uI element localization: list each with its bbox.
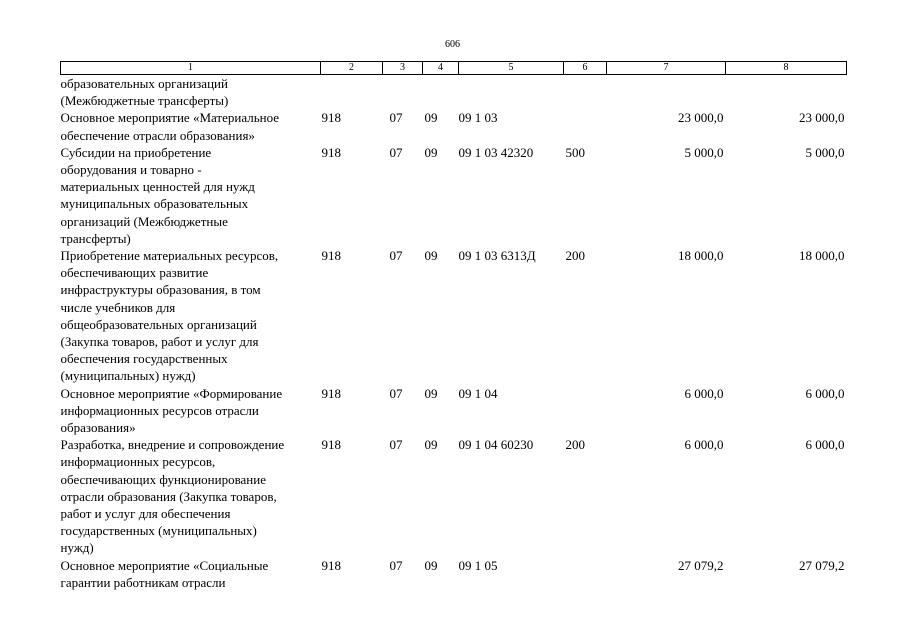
row-amount-col8: 18 000,0 [799, 248, 845, 264]
row-amount-col8: 6 000,0 [805, 385, 845, 401]
row-name: Основное мероприятие «Социальные гарантии работникам отрасли [60, 557, 269, 590]
row-amount-col7: 18 000,0 [678, 248, 724, 264]
row-target-article: 09 1 03 6313Д [458, 248, 536, 264]
column-number-5: 5 [459, 62, 564, 75]
row-grbs-code [321, 75, 383, 110]
column-number-7: 7 [607, 62, 726, 75]
table-row [61, 247, 847, 385]
row-expense-type: 500 [565, 144, 585, 160]
budget-table [60, 61, 847, 591]
row-amount-col8 [726, 75, 847, 110]
column-number-3: 3 [383, 62, 423, 75]
table-row [61, 144, 847, 247]
row-section-code: 07 [389, 385, 403, 401]
row-section-code [383, 75, 423, 110]
row-expense-type [564, 385, 607, 437]
row-amount-col7: 6 000,0 [684, 437, 724, 453]
table-row [61, 557, 847, 591]
row-subsection-code: 09 [424, 437, 438, 453]
row-amount-col8: 5 000,0 [805, 144, 845, 160]
row-amount-col7 [607, 75, 726, 110]
row-grbs-code: 918 [321, 385, 341, 401]
row-section-code: 07 [389, 110, 403, 126]
row-subsection-code: 09 [424, 385, 438, 401]
row-target-article: 09 1 03 [458, 110, 498, 126]
row-subsection-code: 09 [424, 557, 438, 573]
column-number-1: 1 [61, 62, 321, 75]
row-subsection-code: 09 [424, 248, 438, 264]
row-grbs-code: 918 [321, 557, 341, 573]
row-section-code: 07 [389, 144, 403, 160]
column-number-6: 6 [564, 62, 607, 75]
row-grbs-code: 918 [321, 437, 341, 453]
row-grbs-code: 918 [321, 248, 341, 264]
table-row [61, 436, 847, 556]
row-amount-col8: 27 079,2 [799, 557, 845, 573]
row-amount-col7: 23 000,0 [678, 110, 724, 126]
column-number-4: 4 [423, 62, 459, 75]
row-target-article: 09 1 05 [458, 557, 498, 573]
row-amount-col8: 6 000,0 [805, 437, 845, 453]
row-name: Основное мероприятие «Материальное обеспечение отрасли образования» [60, 110, 280, 143]
row-amount-col7: 27 079,2 [678, 557, 724, 573]
row-expense-type [564, 75, 607, 110]
row-name: Разработка, внедрение и сопровождение информационных ресурсов, обеспечивающих функционирование отрасли образования (Закупка товаров, работ и услуг для обеспечения государственных (муниципальных) нужд) [60, 437, 285, 556]
row-target-article: 09 1 03 42320 [458, 144, 534, 160]
row-name: Основное мероприятие «Формирование информационных ресурсов отрасли образования» [60, 385, 283, 436]
row-name: Приобретение материальных ресурсов, обеспечивающих развитие инфраструктуры образования, в том числе учебников для общеобразовательных организаций (Закупка товаров, работ и услуг для обеспечения государственных (муниципальных) нужд) [60, 248, 279, 384]
table-row [61, 109, 847, 143]
row-subsection-code: 09 [424, 144, 438, 160]
row-section-code: 07 [389, 557, 403, 573]
row-grbs-code: 918 [321, 110, 341, 126]
row-amount-col7: 5 000,0 [684, 144, 724, 160]
row-section-code: 07 [389, 437, 403, 453]
row-expense-type [564, 557, 607, 591]
page-number: 606 [445, 39, 460, 50]
row-amount-col8: 23 000,0 [799, 110, 845, 126]
row-expense-type: 200 [565, 248, 585, 264]
row-name: Субсидии на приобретение оборудования и товарно - материальных ценностей для нужд муниципальных образовательных организаций (Межбюджетные трансферты) [60, 144, 255, 246]
row-section-code: 07 [389, 248, 403, 264]
header-row [61, 62, 847, 75]
row-subsection-code: 09 [424, 110, 438, 126]
table-row [61, 75, 847, 110]
table-header [61, 62, 847, 75]
table-row [61, 385, 847, 437]
row-subsection-code [423, 75, 459, 110]
row-grbs-code: 918 [321, 144, 341, 160]
row-expense-type: 200 [565, 437, 585, 453]
row-target-article [459, 75, 564, 110]
row-amount-col7: 6 000,0 [684, 385, 724, 401]
column-number-8: 8 [726, 62, 847, 75]
row-expense-type [564, 109, 607, 143]
row-name: образовательных организаций (Межбюджетные трансферты) [60, 76, 229, 109]
row-target-article: 09 1 04 [458, 385, 498, 401]
column-number-2: 2 [321, 62, 383, 75]
row-target-article: 09 1 04 60230 [458, 437, 534, 453]
